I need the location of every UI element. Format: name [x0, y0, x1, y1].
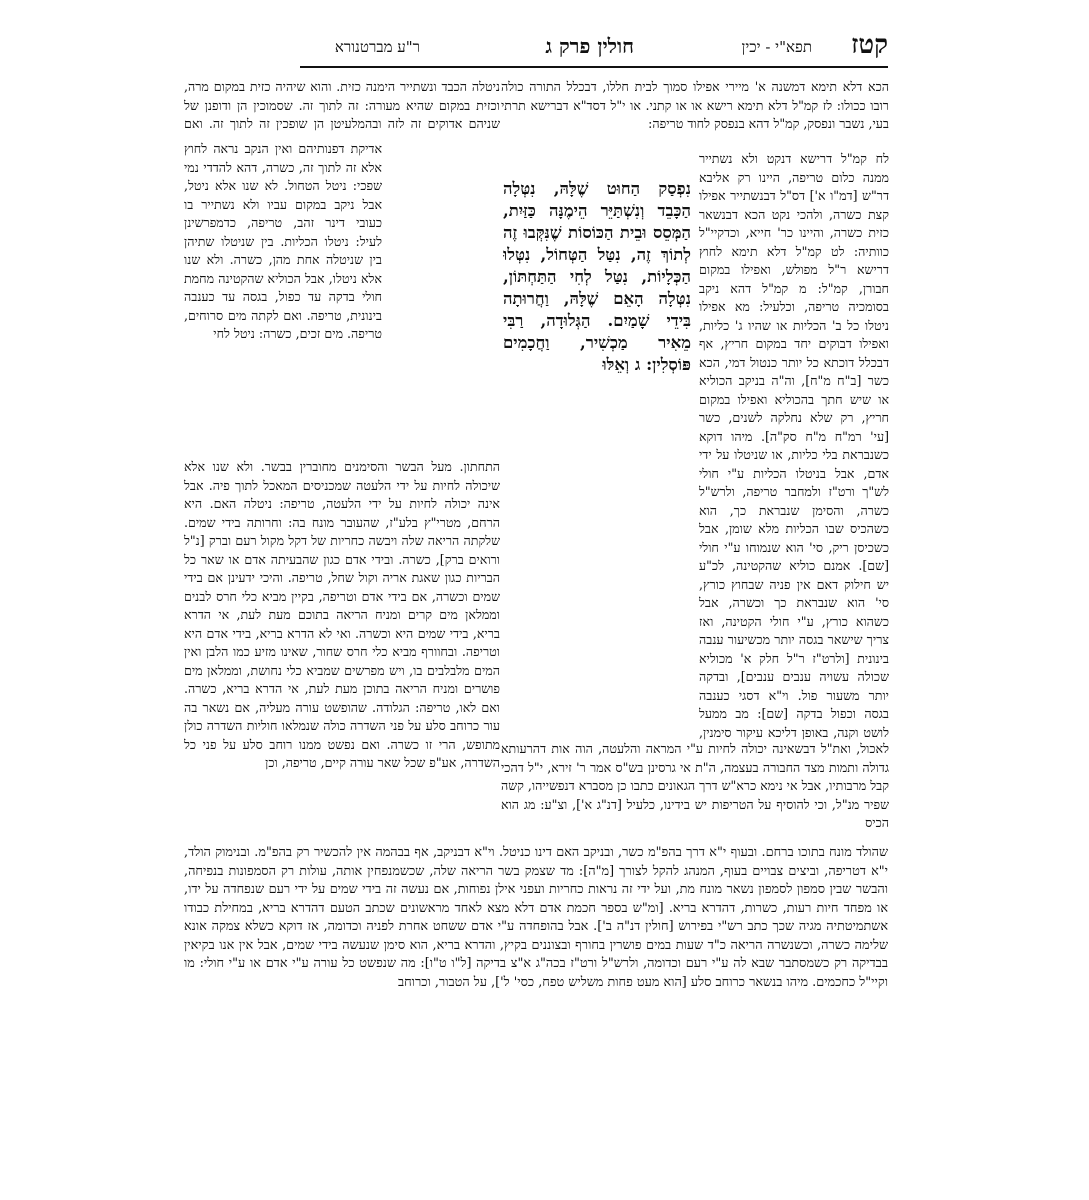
- commentary-paragraph: שהולד מונח בתוכו ברחם. ובעוף י"א דרך בהפ"מ כשר, ובניקב האם דינו כניטל. וי"א דבניקב, אף בבהמה אין להכשיר רק בהפ"מ. ובנימוק הולד, י"א דטריפה, וביצים צבויים בעוף, המנהג להקל לצורך [מ"ה]: מד שצמק בשר הריאה שלה, שכשמנפחין אותה, עולות רק הסמפונות בנפיחה, והבשר שבין סמפון לסמפון נשאר מונח מת, ועל ידי זה נראות כחריות ועפני אילן נפוחות, אם נעשה זה בידי שמים על ידי רעם שנפחדה על ידו, או מפחד חיות רעות, כשרות, דהדרא בריא. [ומ"ש בספר חכמת אדם דלא מצא לאחד מראשונים שכתב הטעם דהדרא בריא, במחילת כבודו אשתמיטתיה מגיה שכך כתב רש"י בפירוש [חולין דנ"ה ב']. אבל בהופחדה ע"י אדם ששחט אחרת לפניה וכדומה, אז דוקא כשלא צמקה אונא שלימה כשרה, וכשנשרה הריאה כ"ד שעות במים פושרין בחורף ובצוננים בקיץ, והדרא בריא, הוא סימן שנעשה בידי שמים, אבל אין אנו בקיאין בבדיקה רק כשמסתבר שבא לה ע"י רעם וכדומה, ולרש"ל ורט"ז בכה"ג א"צ בדיקה [ל"ו ט"ו]: מה שנפשט כל עורה ע"י אדם או ע"י חולי: מו וקיי"ל כחכמים. מיהו בנשאר כרוחב סלע [הוא מעט פחות משליש טפח, כסי' ל'], על הטבור, וכרוחב: [184, 845, 888, 990]
- commentary-paragraph: לאכול, ואת"ל דבשאינה יכולה לחיות ע"י המראה והלעטה, הוה אות דהרעותא גדולה ותמות מצד החבורה בעצמה, ה"ת אי גרסינן בש"ס אמר ר' זירא, י"ל דהכי קבל מרבותיו, אבל אי נימא כרא"ש דרך הגאונים כתבו כן מסברא דנפשייהו, קשה שפיר מנ"ל, וכי להוסיף על הטריפות יש בידינו, כלעיל [דנ"ג א'], וצ"ע: מג הוא הכיס: [501, 741, 889, 830]
- commentary-paragraph: לח קמ"ל דרישא דנקט ולא נשתייר ממנה כלום טריפה, היינו רק אליבא דר"ש [דמ"ו א'] דס"ל דבנשתייר אפילו קצת כשרה, ולהכי נקט הכא דבנשאר כזית כשרה, והיינו כר' חייא, וכדקיי"ל כוותיה: לט קמ"ל דלא תימא לחוץ דרישא ר"ל מפולש, ואפילו במקום חבורן, קמ"ל: מ קמ"ל דהא ניקב בסומכיה טריפה, וכלעיל: מא אפילו ניטלו כל ב' הכליות או שהיו ג' כליות, ואפילו דבוקים יחד במקום חריץ, אף דבכלל דוכתא כל יותר כנטול דמי, הכא כשר [ב"ח מ"ח], וה"ה בניקב הכוליא או שיש חתך בהכוליא ואפילו במקום חריץ, רק שלא נחלקה לשנים, כשר [עי' רמ"ח מ"ח סק"ה]. מיהו דוקא כשנבראת בלי כליות, או שניטלו על ידי אדם, אבל בניטלו הכליות ע"י חולי לש"ך ורט"ז ולמחבר טריפה, ולרש"ל כשרה, והסימן שנבראת כך, הוא כשהכיס שבו הכליות מלא שומן, אבל כשכיסן ריק, סי' הוא שנמוחו ע"י חולי [שם]. אמנם כוליא שהקטינה, לכ"ע יש חילוק דאם אין פניה שבחוץ כורץ, סי' הוא שנבראת כך וכשרה, אבל כשהוא כורץ, ע"י חולי הקטינה, ואז צריך שישאר בגסה יותר מכשיעור ענבה בינונית [ולרט"ז ר"ל חלק א' מכוליא שכולה עשויה ענבים ענבים], ובדקה יותר משעור פול. וי"א דסגי כענבה בגסה וכפול בדקה [שם]: מב ממעל לושט וקנה, באופן דליכא עיקור סימנין,: [699, 151, 889, 740]
- tiferet-yisrael-commentary-column: [699, 150, 889, 740]
- commentary-paragraph: התחתון. מעל הבשר והסימנים מחוברין בבשר. ולא שנו אלא שיכולה לחיות על ידי הלעטה שמכניסים המאכל לתוך פיה. אבל אינה יכולה לחיות על ידי הלעטה, טריפה: ניטלה האם. היא הרחם, מטרי"ץ בלע"ז, שהעובר מונח בה: וחרותה בידי שמים. שלקתה הריאה שלה ויבשה כחריות של דקל מקול רעם וברק [נ"ל ורואים ברק], כשרה. ובידי אדם כגון שהבעיתה אדם או שאר כל הבריות כגון שאגת אריה וקול שחל, טריפה. והיכי ידעינן אם בידי שמים וכשרה, אם בידי אדם וטריפה, בקיין מביא כלי חרס לבנים וממלאן מים קרים ומניח הריאה בתוכם מעת לעת, אי הדרא בריא, בידי שמים היא וכשרה. ואי לא הדרא בריא, בידי אדם היא וטריפה. ובחוורף מביא כלי חרס שחור, שאינו מזיע כמו הלבן ואין המים מלבלבים בו, ויש מפרשים שמביא כלי נחושת, וממלאן מים פושרים ומניח הריאה בתוכן מעת לעת, אי הדרא בריא, כשרה. ואם לאו, טריפה: הגלודה. שהופשט עורה מעליה, אם נשאר בה עור כרוחב סלע על פני השדרה כולה שנמלאו חוליות השדרה כולן מתופש, הרי זו כשרה. ואם נפשט ממנו רוחב סלע על פני כל השדרה, אע"פ שכל שאר עורה קיים, טריפה, וכן: [184, 459, 500, 770]
- page-header: [300, 30, 888, 68]
- commentary-paragraph: הכא דלא תימא דמשנה א' מיירי אפילו סמוך לבית חללו, דבכלל התורה כולה רובו ככולו: לז קמ"ל דלא תימא רישא או או קתני. או י"ל דסד"א דברישא תרתי בעי, נשבר ונפסק, קמ"ל דהא בנפסק לחוד טריפה:: [501, 79, 889, 131]
- bottom-commentary: [184, 844, 888, 1140]
- tiferet-yisrael-commentary-top: [501, 78, 889, 148]
- commentary-paragraph: אדיקת דפנותיהם ואין הנקב נראה לחוץ אלא זה לתוך זה, כשרה, דהא להדדי נמי שפכי: ניטל הטחול. לא שנו אלא ניטל, אבל ניקב במקום עביו ולא נשתייר בו כעובי דינר זהב, טריפה, כדמפרשינן לעיל: ניטלו הכליות. בין שניטלו שתיהן בין שניטלה אחת מהן, כשרה. ולא שנו אלא ניטלו, אבל הכוליא שהקטינה מחמת חולי בדקה עד כפול, בגסה עד כענבה בינונית, טריפה. ואם לקתה מים סרוחים, טריפה. מים זכים, כשרה: ניטל לחי: [184, 141, 382, 341]
- page-range-label: תפא"י - יכין: [741, 38, 812, 56]
- bartenura-commentary-bottom: [184, 458, 500, 836]
- page-number: קטז: [851, 30, 888, 60]
- tiferet-yisrael-commentary-continuation: [501, 740, 889, 840]
- commentary-title: ר"ע מברטנורא: [334, 38, 420, 56]
- mishna-paragraph: נִפְסַק הַחוּט שֶׁלָּהּ, נִטְּלָה הַכָּבֵד וְנִשְׁתַּיֵּר הֵימֶנָּה כַּזַּיִת, הַמְּסֵס וּבֵית הַכּוֹסוֹת שֶׁנִּקְּבוּ זֶה לְתוֹךְ זֶה, נִטַּל הַטְּחוֹל, נִטְּלוּ הַכְּלָיוֹת, נִטַּל לְחִי הַתַּחְתּוֹן, נִטְּלָה הָאֵם שֶׁלָּהּ, וַחֲרוּתָה בִּידֵי שָׁמַיִם. הַגְּלוּדָה, רַבִּי מֵאִיר מַכְשִׁיר, וַחֲכָמִים פּוֹסְלִין: ג וְאֵלּוּ: [503, 179, 691, 374]
- bartenura-commentary-column: [184, 140, 382, 456]
- commentary-paragraph: ניטלה הכבד ונשתייר הימנה כזית. והוא שיהיה כזית במקום מרה, וכזית במקום שהיא מעורה: זה לתוך זה. שסמוכין הן ודופנן של שניהם אדוקים זה לזה ובהמלעיטן הן שופכין זה לתוך זה. ואם: [184, 79, 500, 131]
- tractate-title: חולין פרק ג: [545, 34, 634, 58]
- mishna-text-block: [503, 178, 691, 453]
- bartenura-commentary-top: [184, 78, 500, 136]
